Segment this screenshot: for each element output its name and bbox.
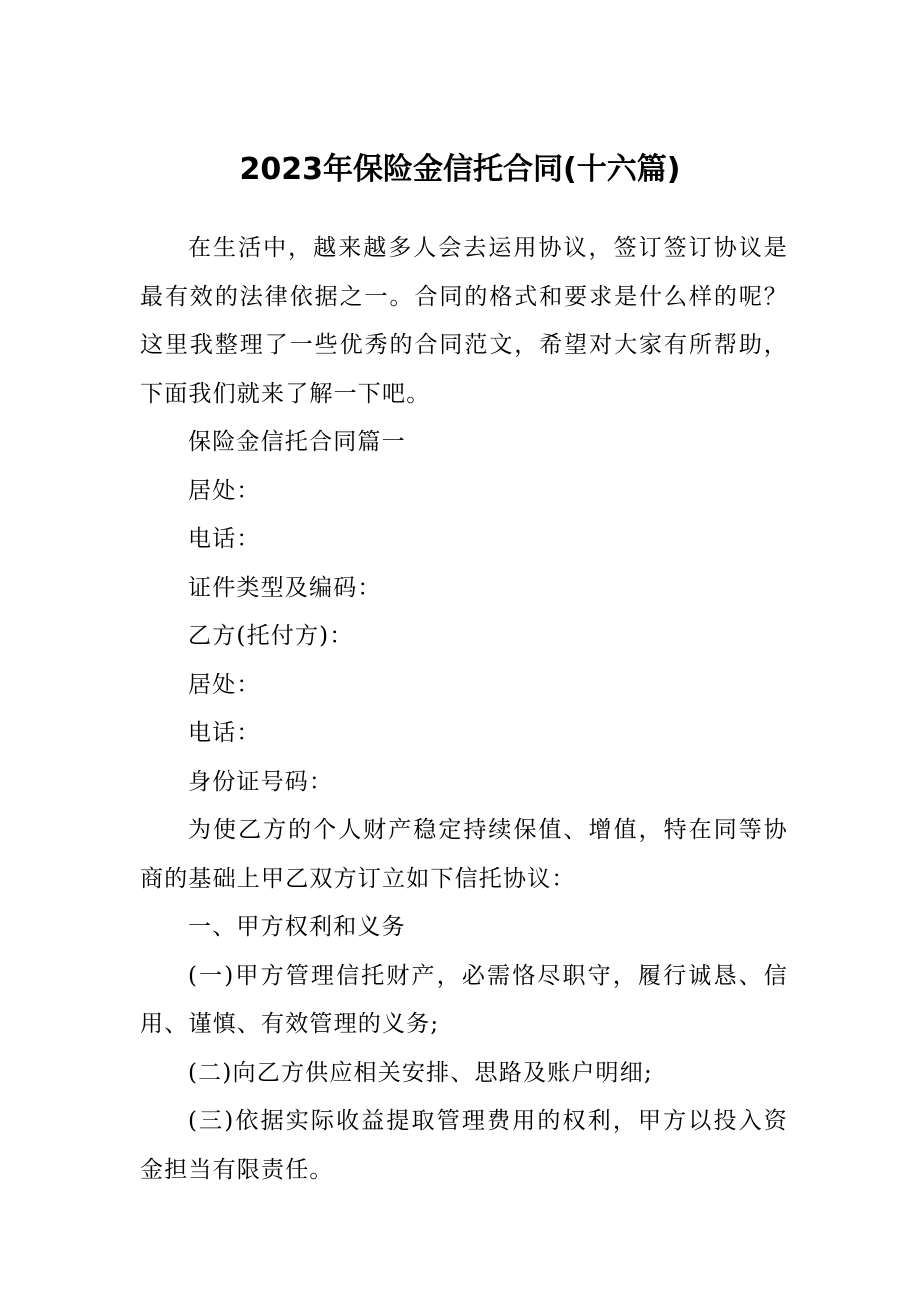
document-body [140, 224, 788, 1194]
field-party-b: 乙方(托付方)： [188, 623, 354, 649]
field-id-number: 身份证号码： [188, 768, 334, 795]
field-address-b: 居处： [188, 671, 261, 698]
field-id-type: 证件类型及编码： [188, 574, 382, 601]
section-heading: 保险金信托合同篇一 [188, 429, 406, 455]
clause-item-2: (二)向乙方供应相关安排、思路及账户明细; [188, 1059, 653, 1086]
purpose-paragraph: 为使乙方的个人财产稳定持续保值、增值，特在同等协商的基础上甲乙双方订立如下信托协议： [140, 817, 788, 892]
clause-item-3: (三)依据实际收益提取管理费用的权利，甲方以投入资金担当有限责任。 [140, 1108, 788, 1183]
field-phone: 电话： [188, 526, 261, 552]
clause-heading: 一、甲方权利和义务 [188, 914, 406, 940]
field-phone-b: 电话： [188, 720, 261, 746]
intro-paragraph: 在生活中，越来越多人会去运用协议，签订签订协议是最有效的法律依据之一。合同的格式和要求是什么样的呢？这里我整理了一些优秀的合同范文，希望对大家有所帮助，下面我们就来了解一下吧。 [140, 235, 788, 407]
field-address: 居处： [188, 477, 261, 504]
clause-item-1: (一)甲方管理信托财产，必需恪尽职守，履行诚恳、信用、谨慎、有效管理的义务; [140, 962, 788, 1037]
document-title: 2023年保险金信托合同(十六篇) [239, 152, 681, 187]
